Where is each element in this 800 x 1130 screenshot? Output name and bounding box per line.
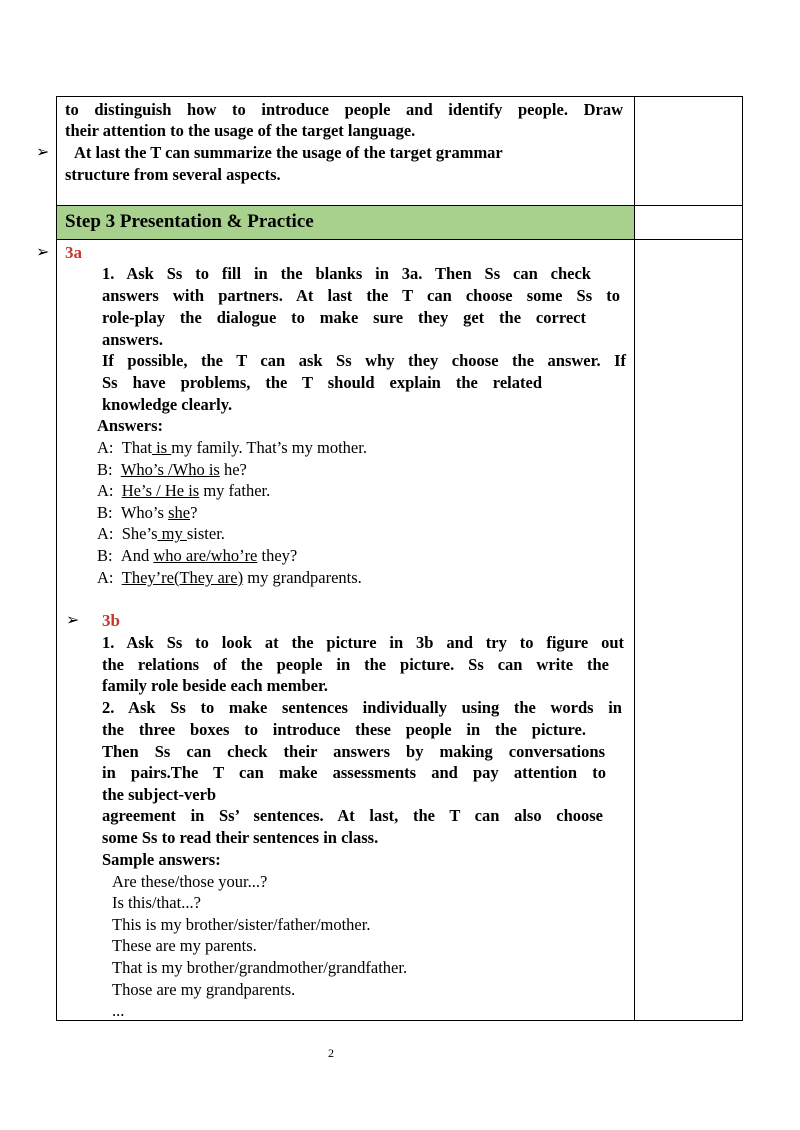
table-row-divider-2 bbox=[56, 239, 743, 240]
row1-line-3: At last the T can summarize the usage of the target grammar bbox=[74, 143, 503, 162]
answer-blank: Who’s /Who is bbox=[120, 460, 220, 479]
answers-label: Answers: bbox=[97, 416, 163, 435]
s3b-p2-line: the three boxes to introduce these people in the picture. bbox=[102, 720, 586, 739]
speaker: B: bbox=[97, 546, 113, 565]
sample-answer: These are my parents. bbox=[112, 936, 257, 955]
dialogue-line bbox=[97, 480, 270, 502]
answer-blank: she bbox=[168, 503, 191, 522]
speaker: A: bbox=[97, 524, 114, 543]
dialogue-post: my father. bbox=[199, 481, 271, 500]
sample-answer: This is my brother/sister/father/mother. bbox=[112, 915, 371, 934]
dialogue-pre: That bbox=[121, 438, 152, 457]
dialogue-line bbox=[97, 459, 247, 481]
dialogue-line bbox=[97, 567, 362, 589]
sample-answer: ... bbox=[112, 1001, 125, 1020]
step-title: Step 3 Presentation & Practice bbox=[65, 211, 314, 232]
dialogue-line bbox=[97, 502, 197, 524]
page-number: 2 bbox=[328, 1046, 334, 1060]
s3a-p1-line: answers. bbox=[102, 330, 163, 349]
answer-blank: my bbox=[157, 524, 187, 543]
dialogue-post: ? bbox=[190, 503, 198, 522]
s3b-p1-line: family role beside each member. bbox=[102, 676, 328, 695]
answer-blank: He’s / He is bbox=[121, 481, 200, 500]
answer-blank: who are/who’re bbox=[153, 546, 258, 565]
s3a-p1-line: If possible, the T can ask Ss why they choose the answer. If bbox=[102, 351, 626, 370]
s3a-p1-line: Ss have problems, the T should explain the related bbox=[102, 373, 542, 392]
sample-answer: Those are my grandparents. bbox=[112, 980, 296, 999]
step-header bbox=[57, 206, 634, 239]
row1-line-4: structure from several aspects. bbox=[65, 165, 281, 184]
row1-line-2: their attention to the usage of the target language. bbox=[65, 121, 416, 140]
sample-answer: That is my brother/grandmother/grandfather. bbox=[112, 958, 408, 977]
s3b-p2-line: Then Ss can check their answers by making conversations bbox=[102, 742, 605, 761]
s3a-p1-line: answers with partners. At last the T can choose some Ss to bbox=[102, 286, 620, 305]
s3b-p1-line: the relations of the people in the picture. Ss can write the bbox=[102, 655, 609, 674]
sample-answer: Are these/those your...? bbox=[112, 872, 268, 891]
dialogue-line bbox=[97, 523, 225, 545]
dialogue-post: sister. bbox=[186, 524, 225, 543]
dialogue-pre: Who’s bbox=[120, 503, 169, 522]
dialogue-post: my grandparents. bbox=[243, 568, 362, 587]
s3a-p1-line: role-play the dialogue to make sure they get the correct bbox=[102, 308, 586, 327]
speaker: A: bbox=[97, 438, 114, 457]
s3a-p1-line: knowledge clearly. bbox=[102, 395, 233, 414]
table-column-divider bbox=[634, 96, 635, 1021]
speaker: A: bbox=[97, 481, 114, 500]
row1-line-1: to distinguish how to introduce people and identify people. Draw bbox=[65, 100, 623, 119]
answer-blank: is bbox=[152, 438, 172, 457]
dialogue-post: they? bbox=[257, 546, 298, 565]
s3b-p2-line: in pairs.The T can make assessments and pay attention to bbox=[102, 763, 606, 782]
dialogue-pre: She’s bbox=[121, 524, 158, 543]
s3b-p2-line: some Ss to read their sentences in class. bbox=[102, 828, 379, 847]
bullet-arrow-icon: ➢ bbox=[36, 144, 50, 161]
bullet-arrow-icon: ➢ bbox=[36, 244, 50, 261]
s3b-p1-line: 1. Ask Ss to look at the picture in 3b and try to figure out bbox=[102, 633, 624, 652]
s3b-p2-line: 2. Ask Ss to make sentences individually using the words in bbox=[102, 698, 622, 717]
table-border-top bbox=[56, 96, 743, 97]
dialogue-line bbox=[97, 437, 367, 459]
speaker: A: bbox=[97, 568, 114, 587]
s3a-p1-line: 1. Ask Ss to fill in the blanks in 3a. Then Ss can check bbox=[102, 264, 591, 283]
dialogue-pre: And bbox=[120, 546, 154, 565]
bullet-arrow-icon: ➢ bbox=[66, 612, 80, 629]
sample-answer: Is this/that...? bbox=[112, 893, 201, 912]
s3b-p2-line: agreement in Ss’ sentences. At last, the T can also choose bbox=[102, 806, 603, 825]
dialogue-line bbox=[97, 545, 297, 567]
speaker: B: bbox=[97, 460, 113, 479]
table-border-bottom bbox=[56, 1020, 743, 1021]
speaker: B: bbox=[97, 503, 113, 522]
section-3a-heading: 3a bbox=[65, 243, 82, 262]
s3b-p2-line: the subject-verb bbox=[102, 785, 217, 804]
table-border-right bbox=[742, 96, 743, 1021]
dialogue-post: he? bbox=[219, 460, 247, 479]
section-3b-heading: 3b bbox=[102, 611, 120, 630]
sample-answers-label: Sample answers: bbox=[102, 850, 221, 869]
answer-blank: They’re(They are) bbox=[121, 568, 244, 587]
dialogue-post: my family. That’s my mother. bbox=[171, 438, 367, 457]
